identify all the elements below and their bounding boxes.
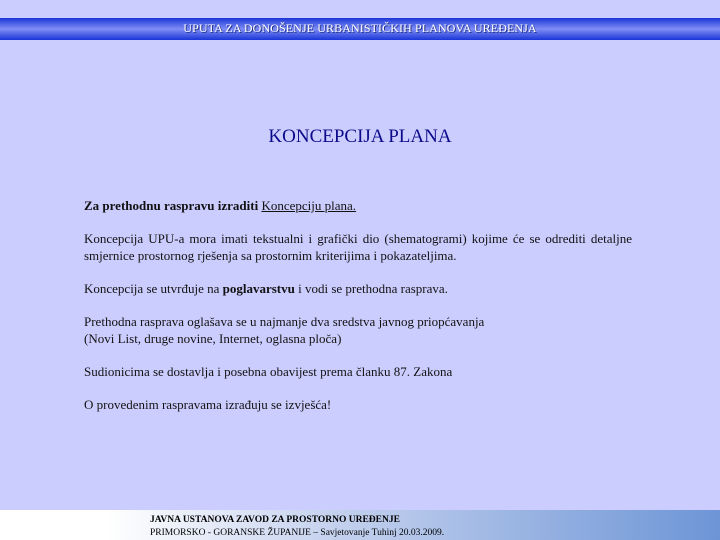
paragraph-koncepcija — [84, 197, 632, 214]
paragraph-sudionici: Sudionicima se dostavlja i posebna obavijest prema članku 87. Zakona — [84, 364, 453, 379]
paragraph-poglavarstvo-end: i vodi se prethodna rasprava. — [294, 281, 448, 296]
slide-heading: KONCEPCIJA PLANA — [268, 126, 452, 147]
paragraph-rasprava — [84, 313, 632, 347]
footer-line1: JAVNA USTANOVA ZAVOD ZA PROSTORNO UREĐENJE — [150, 515, 400, 525]
paragraph-upu: Koncepcija UPU-a mora imati tekstualni i grafički dio (shematogrami) kojime će se odrediti detaljne smjernice prostornog rješenja sa prostornim kriterijima i pokazateljima. — [84, 231, 632, 263]
paragraph-izvjesca: O provedenim raspravama izrađuju se izvješća! — [84, 397, 332, 412]
footer — [150, 514, 444, 540]
paragraph-rasprava-line2: (Novi List, druge novine, Internet, oglasna ploča) — [84, 331, 342, 346]
paragraph-poglavarstvo-start: Koncepcija se utvrđuje na — [84, 281, 223, 296]
koncepcija-link[interactable]: Koncepciju plana. — [261, 198, 357, 213]
paragraph-poglavarstvo — [84, 280, 632, 297]
poglavarstvo-term: poglavarstvu — [222, 281, 295, 296]
footer-line2: PRIMORSKO - GORANSKE ŽUPANIJE – Savjetovanje Tuhinj 20.03.2009. — [150, 528, 445, 538]
paragraph-rasprava-line1: Prethodna rasprava oglašava se u najmanje dva sredstva javnog priopćavanja — [84, 314, 485, 329]
slide-content — [84, 197, 632, 429]
paragraph-koncepcija-bold: Za prethodnu raspravu izraditi — [84, 198, 259, 213]
header-title: UPUTA ZA DONOŠENJE URBANISTIČKIH PLANOVA UREĐENJA — [183, 21, 537, 35]
